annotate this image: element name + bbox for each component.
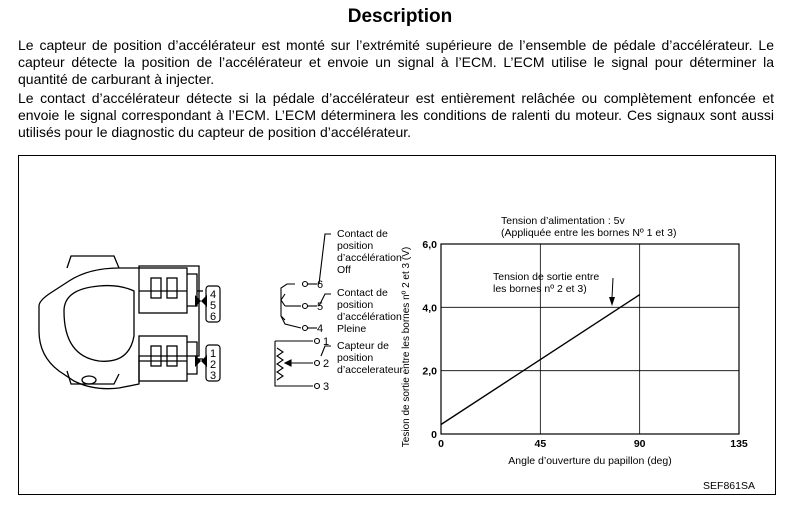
y-tick-label: 2,0 [422,365,437,378]
chart-title-line-2: (Appliquée entre les bornes Nº 1 et 3) [501,227,677,239]
label-switch-off [337,228,402,276]
svg-text:d’accélération: d’accélération [337,311,402,323]
chart-ylabel: Tesion de sortie entre les bornes nº 2 et 3 (V) [401,246,412,448]
connector-pin-1: 1 [209,348,217,360]
svg-text:position: position [337,299,374,311]
svg-text:d’accélération: d’accélération [337,252,402,264]
page-title: Description [347,6,453,27]
circuit-pin-6: 6 [317,279,324,291]
connector-pin-5: 5 [209,300,217,312]
connector-pin-6: 6 [209,311,217,323]
circuit-pin-2: 2 [323,358,330,370]
x-tick-label: 0 [438,438,444,450]
chart-xlabel: Angle d’ouverture du papillon (deg) [508,455,672,467]
chart-annotation-line-1: Tension de sortie entre [493,271,600,283]
svg-text:Pleine: Pleine [337,323,367,335]
svg-text:Capteur de: Capteur de [337,340,389,352]
y-tick-label: 0 [431,429,437,441]
svg-text:position: position [337,352,374,364]
svg-text:Off: Off [337,264,351,276]
paragraph-switch-description: Le contact d’accélérateur détecte si la pédale d’accélérateur est entièrement relâchée ou complètement enfoncée et envoie le signal correspondant à l’ECM. L’ECM déterminera les conditions de ralenti du moteur. Ces signaux sont aussi utilisés pour le diagnostic du capteur de position d’accélérateur. [18,90,774,140]
y-tick-label: 6,0 [422,239,437,251]
svg-text:position: position [337,240,374,252]
x-tick-label: 135 [730,438,748,450]
circuit-pin-5: 5 [317,301,324,313]
annotation-arrowhead [609,297,615,306]
connector-pin-4: 4 [209,289,217,301]
figure-frame [18,155,776,495]
label-switch-full [337,287,402,335]
figure-code: SEF861SA [703,480,755,492]
chart-title-line-1: Tension d’alimentation : 5v [501,215,625,227]
label-sensor [337,340,403,376]
paragraph-sensor-description: Le capteur de position d’accélérateur est monté sur l’extrémité supérieure de l’ensemble de pédale d’accélérateur. Le capteur détecte la position de l’accélérateur et envoie un signal à l’ECM. L’ECM utilise le signal pour déterminer la quantité de carburant à injecter. [18,37,774,87]
circuit-pin-3: 3 [323,381,330,393]
chart-annotation-line-2: les bornes nº 2 et 3) [493,283,587,295]
circuit-pin-labels [317,279,329,393]
svg-text:Contact de: Contact de [337,287,388,299]
output-voltage-chart [401,215,748,467]
circuit-pin-1: 1 [323,336,330,348]
x-tick-label: 90 [633,438,646,450]
y-tick-label: 4,0 [422,302,437,315]
connector-pin-2: 2 [209,359,217,371]
sensor-body-drawing [39,256,203,389]
x-tick-label: 45 [534,438,547,450]
circuit-pin-4: 4 [317,323,324,335]
annotation-leader [612,278,613,298]
figure-svg [19,156,777,496]
svg-text:d’accelerateur: d’accelerateur [337,364,403,376]
connector-pin-3: 3 [209,370,217,382]
svg-text:Contact de: Contact de [337,228,388,240]
